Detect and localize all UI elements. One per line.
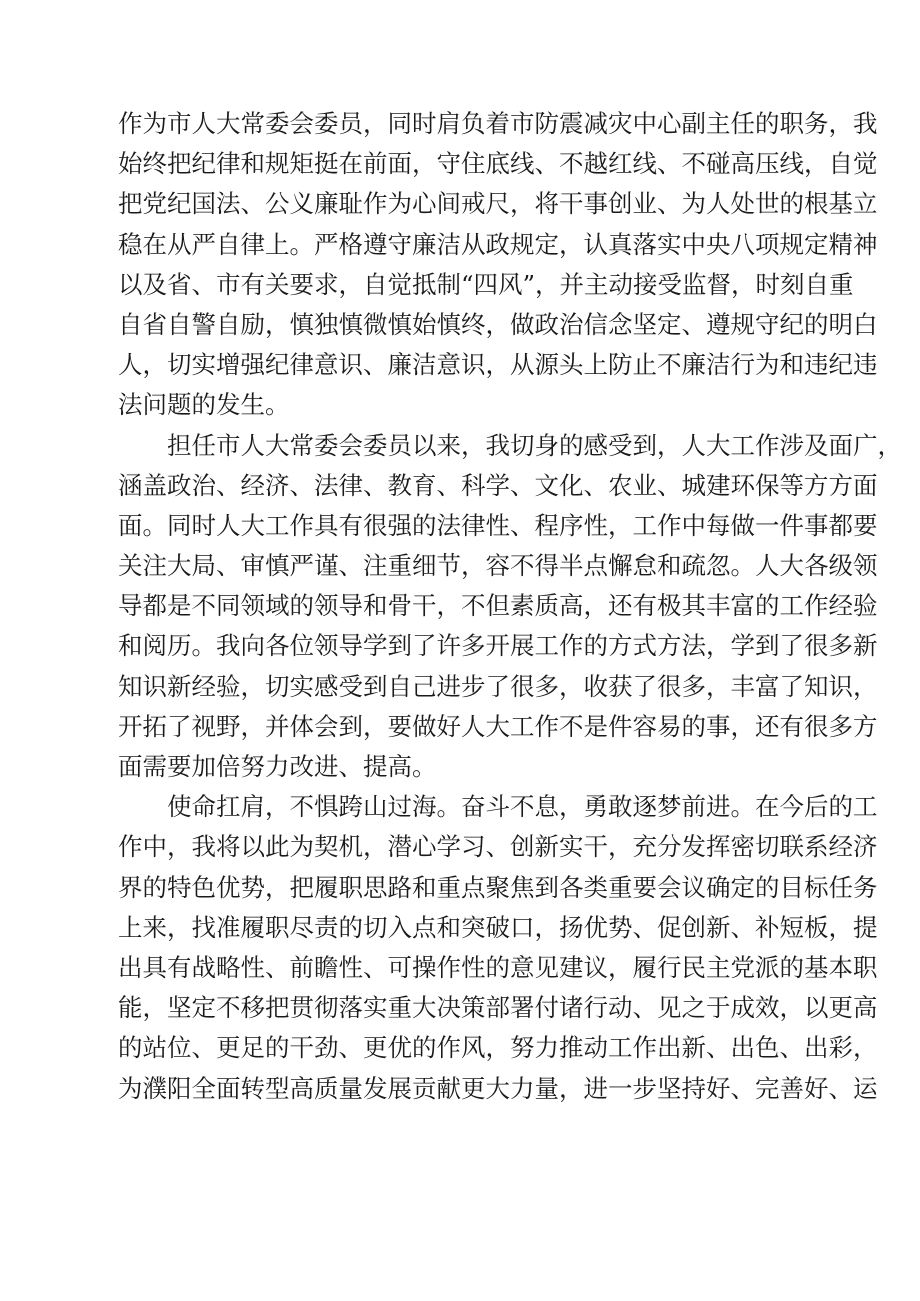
paragraph-2-line-8: 开拓了视野，并体会到，要做好人大工作不是件容易的事，还有很多方 <box>118 711 878 741</box>
paragraph-1-line-4: 稳在从严自律上。严格遵守廉洁从政规定，认真落实中央八项规定精神 <box>118 229 878 259</box>
paragraph-2-line-2: 涵盖政治、经济、法律、教育、科学、文化、农业、城建环保等方方面 <box>118 470 878 500</box>
paragraph-3-line-2: 作中，我将以此为契机，潜心学习、创新实干，充分发挥密切联系经济 <box>118 832 878 862</box>
paragraph-3-line-4: 上来，找准履职尽责的切入点和突破口，扬优势、促创新、补短板，提 <box>118 912 878 942</box>
paragraph-1-line-5: 以及省、市有关要求，自觉抵制“四风”，并主动接受监督，时刻自重 <box>118 269 854 299</box>
paragraph-2-line-9: 面需要加倍努力改进、提高。 <box>118 752 437 781</box>
paragraph-1-line-1: 作为市人大常委会委员，同时肩负着市防震减灾中心副主任的职务，我 <box>118 109 878 138</box>
paragraph-3-line-6: 能，坚定不移把贯彻落实重大决策部署付诸行动、见之于成效，以更高 <box>118 993 878 1023</box>
paragraph-2-line-5: 导都是不同领域的领导和骨干，不但素质高，还有极其丰富的工作经验 <box>118 591 878 621</box>
paragraph-2-line-7: 知识新经验，切实感受到自己进步了很多，收获了很多，丰富了知识， <box>118 671 878 701</box>
paragraph-2-line-4: 关注大局、审慎严谨、注重细节，容不得半点懈怠和疏忽。人大各级领 <box>118 551 878 581</box>
paragraph-2-line-6: 和阅历。我向各位领导学到了许多开展工作的方式方法，学到了很多新 <box>118 631 878 661</box>
paragraph-2-line-1: 担任市人大常委会委员以来，我切身的感受到，人大工作涉及面广， <box>167 430 902 460</box>
paragraph-3-line-1: 使命扛肩，不惧跨山过海。奋斗不息，勇敢逐梦前进。在今后的工 <box>167 792 878 822</box>
paragraph-3-line-3: 界的特色优势，把履职思路和重点聚焦到各类重要会议确定的目标任务 <box>118 872 878 902</box>
paragraph-3-line-8: 为濮阳全面转型高质量发展贡献更大力量，进一步坚持好、完善好、运 <box>118 1073 878 1103</box>
paragraph-1-line-6: 自省自警自励，慎独慎微慎始慎终，做政治信念坚定、遵规守纪的明白 <box>118 309 878 339</box>
paragraph-2-line-3: 面。同时人大工作具有很强的法律性、程序性，工作中每做一件事都要 <box>118 510 878 540</box>
paragraph-1-line-8: 法问题的发生。 <box>118 390 290 420</box>
document-body <box>118 104 902 1109</box>
paragraph-3-line-7: 的站位、更足的干劲、更优的作风，努力推动工作出新、出色、出彩， <box>118 1033 878 1063</box>
paragraph-1-line-2: 始终把纪律和规矩挺在前面，守住底线、不越红线、不碰高压线，自觉 <box>118 149 878 179</box>
paragraph-3-line-5: 出具有战略性、前瞻性、可操作性的意见建议，履行民主党派的基本职 <box>118 952 878 982</box>
paragraph-1-line-7: 人，切实增强纪律意识、廉洁意识，从源头上防止不廉洁行为和违纪违 <box>118 350 878 380</box>
paragraph-1-line-3: 把党纪国法、公义廉耻作为心间戒尺，将干事创业、为人处世的根基立 <box>118 189 878 219</box>
